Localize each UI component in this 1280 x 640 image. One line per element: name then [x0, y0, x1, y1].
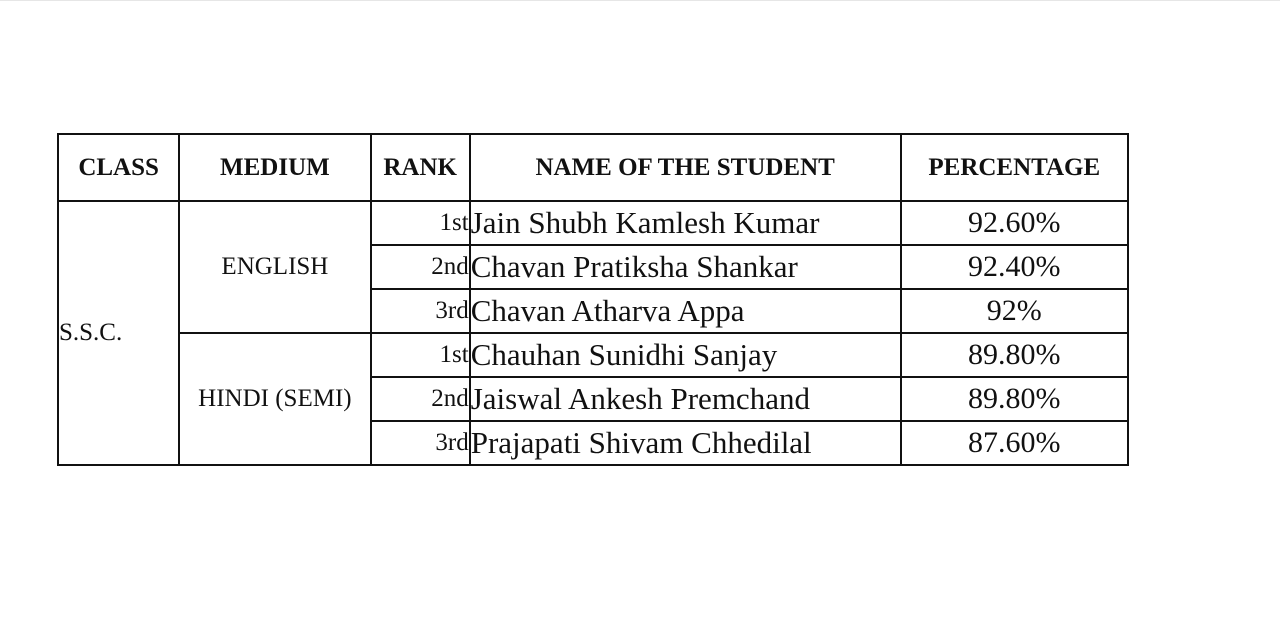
- rank-cell: 2nd: [371, 377, 470, 421]
- table-body: [58, 201, 1128, 465]
- student-name-cell: Chauhan Sunidhi Sanjay: [470, 333, 901, 377]
- class-cell: S.S.C.: [58, 201, 179, 465]
- header-name: NAME OF THE STUDENT: [470, 134, 901, 201]
- header-class: CLASS: [58, 134, 179, 201]
- student-name-cell: Jaiswal Ankesh Premchand: [470, 377, 901, 421]
- percentage-cell: 92.60%: [901, 201, 1128, 245]
- header-row: [58, 134, 1128, 201]
- header-percentage: PERCENTAGE: [901, 134, 1128, 201]
- results-table: [57, 133, 1129, 466]
- student-name-cell: Prajapati Shivam Chhedilal: [470, 421, 901, 465]
- rank-cell: 1st: [371, 201, 470, 245]
- medium-cell-hindi-semi: HINDI (SEMI): [179, 333, 370, 465]
- student-name-cell: Chavan Atharva Appa: [470, 289, 901, 333]
- percentage-cell: 92.40%: [901, 245, 1128, 289]
- rank-cell: 3rd: [371, 421, 470, 465]
- percentage-cell: 92%: [901, 289, 1128, 333]
- rank-cell: 3rd: [371, 289, 470, 333]
- table-row: [58, 201, 1128, 245]
- table-header: [58, 134, 1128, 201]
- table-row: [58, 333, 1128, 377]
- top-divider: [0, 0, 1280, 1]
- medium-cell-english: ENGLISH: [179, 201, 370, 333]
- header-medium: MEDIUM: [179, 134, 370, 201]
- percentage-cell: 87.60%: [901, 421, 1128, 465]
- rank-cell: 1st: [371, 333, 470, 377]
- percentage-cell: 89.80%: [901, 333, 1128, 377]
- percentage-cell: 89.80%: [901, 377, 1128, 421]
- student-name-cell: Chavan Pratiksha Shankar: [470, 245, 901, 289]
- student-name-cell: Jain Shubh Kamlesh Kumar: [470, 201, 901, 245]
- rank-cell: 2nd: [371, 245, 470, 289]
- header-rank: RANK: [371, 134, 470, 201]
